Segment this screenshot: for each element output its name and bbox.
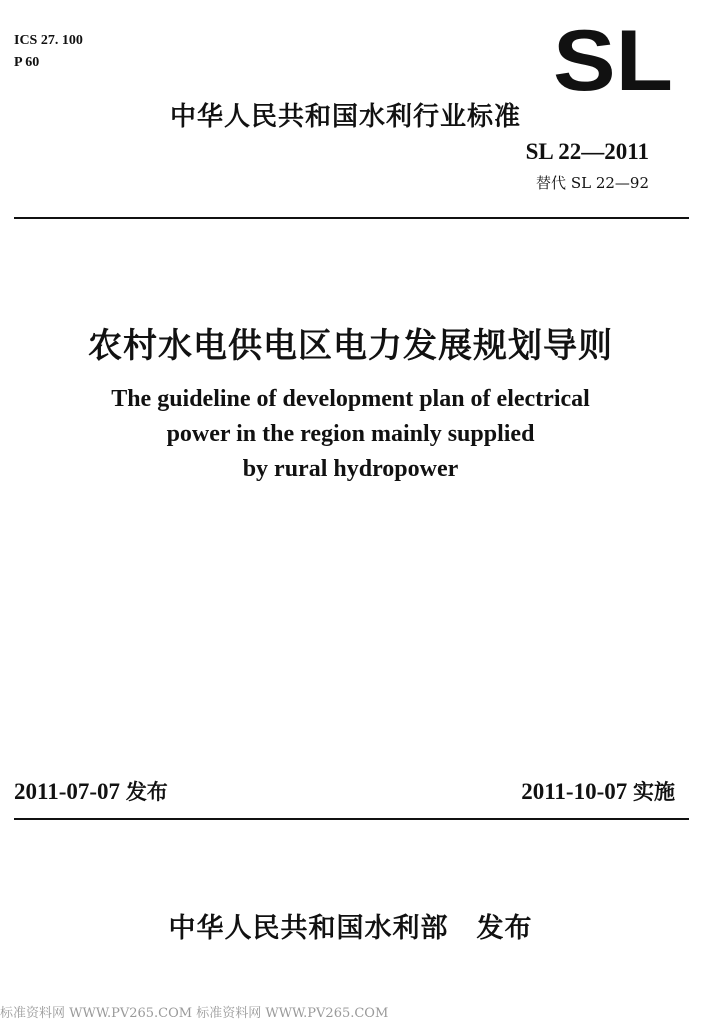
- issuing-header-text: 中华人民共和国水利行业标准: [169, 102, 521, 132]
- standard-code: SL 22—2011: [525, 139, 649, 164]
- watermark: 标准资料网 WWW.PV265.COM 标准资料网 WWW.PV265.COM: [0, 1006, 389, 1021]
- title-chinese: 农村水电供电区电力发展规划导则: [88, 326, 613, 366]
- title-english-line-1: The guideline of development plan of electrical: [111, 386, 590, 412]
- bottom-divider: [14, 818, 689, 820]
- publisher: [0, 906, 701, 945]
- publisher-name: 中华人民共和国水利部: [168, 913, 449, 944]
- issuing-header: [0, 96, 701, 133]
- implementation-label: 实施: [633, 780, 675, 804]
- publisher-label: 发布: [476, 913, 533, 944]
- title-english-line-3: by rural hydropower: [242, 456, 459, 482]
- release-date-block: [14, 776, 168, 806]
- implementation-date-block: [521, 776, 675, 806]
- release-label: 发布: [125, 780, 168, 804]
- release-date: 2011-07-07: [14, 779, 121, 804]
- ccs-code: P 60: [14, 55, 40, 70]
- title-english: [0, 382, 701, 487]
- sl-logo-text: SL: [553, 26, 673, 96]
- ics-code: ICS 27. 100: [14, 33, 83, 48]
- classification-codes: [14, 30, 83, 74]
- implementation-date: 2011-10-07: [521, 779, 628, 804]
- replaces-note: 替代 SL 22—92: [536, 174, 649, 192]
- top-divider: [14, 217, 689, 219]
- title-english-line-2: power in the region mainly supplied: [166, 421, 535, 447]
- sl-logo: [553, 26, 673, 96]
